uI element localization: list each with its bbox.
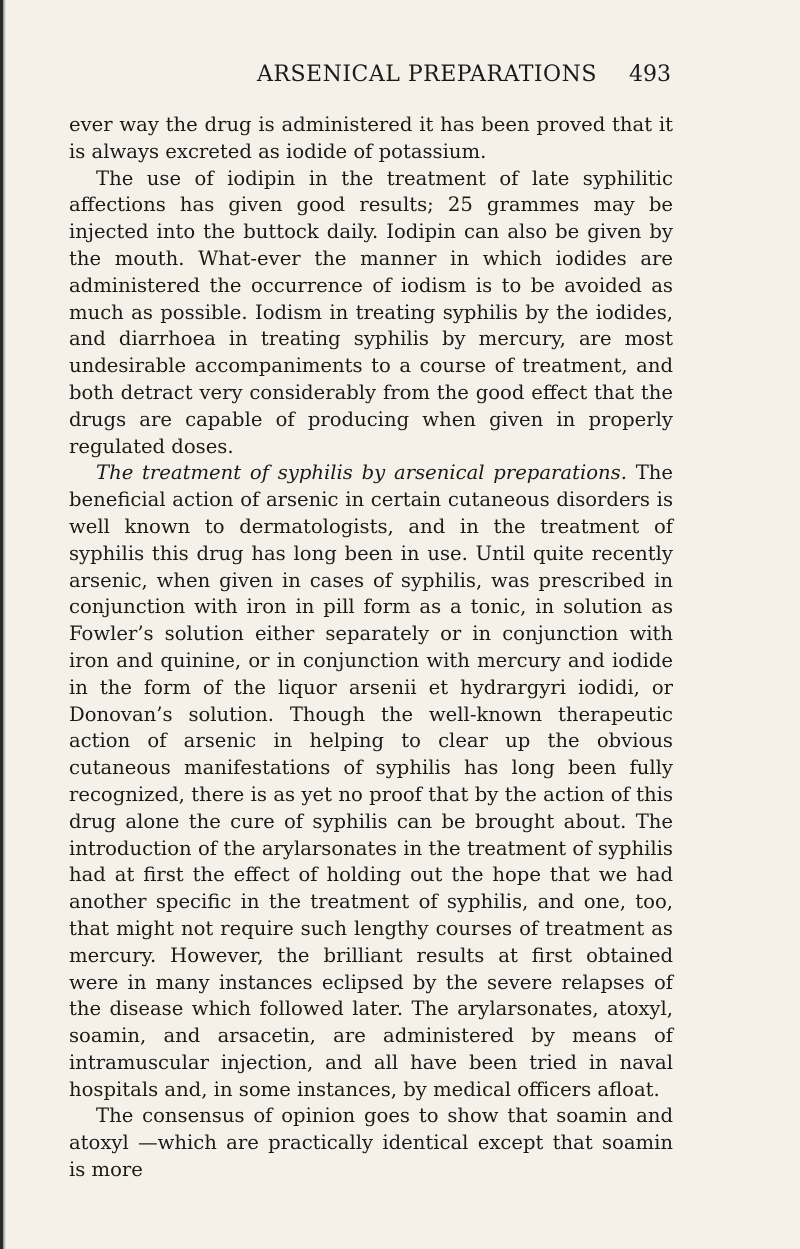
body-text bbox=[69, 112, 673, 1184]
paragraph-4: The consensus of opinion goes to show that soamin and atoxyl —which are practically identical except that soamin is more bbox=[69, 1104, 673, 1182]
paragraph-2: The use of iodipin in the treatment of late syphilitic affections has given good results; 25 grammes may be injected into the buttock daily. Iodipin can also be given by the mouth. What-ever the manner in which iodides are administered the occurrence of iodism is to be avoided as much as possible. Iodism in treating syphilis by the iodides, and diarrhoea in treating syphilis by mercury, are most undesirable accompaniments to a course of treatment, and both detract very considerably from the good effect that the drugs are capable of producing when given in properly regulated doses. bbox=[69, 166, 673, 458]
page-edge-shadow bbox=[0, 0, 6, 1249]
section-heading: The treatment of syphilis by arsenical preparations. bbox=[96, 461, 627, 485]
page-number: 493 bbox=[629, 62, 671, 87]
running-title: ARSENICAL PREPARATIONS bbox=[257, 62, 597, 87]
paragraph-3 bbox=[69, 460, 673, 1103]
paragraph-3-text: The beneficial action of arsenic in certain cutaneous disorders is well known to dermatologists, and in the treatment of syphilis this drug has long been in use. Until quite recently arsenic, when given in cases of syphilis, was prescribed in conjunction with iron in pill form as a tonic, in solution as Fowler’s solution either separately or in conjunction with iron and quinine, or in conjunction with mercury and iodide in the form of the liquor arsenii et hydrargyri iodidi, or Donovan’s solution. Though the well-known therapeutic action of arsenic in helping to clear up the obvious cutaneous manifestations of syphilis has long been fully recognized, there is as yet no proof that by the action of this drug alone the cure of syphilis can be brought about. The introduction of the arylarsonates in the treatment of syphilis had at first the effect of holding out the hope that we had another specific in the treatment of syphilis, and one, too, that might not require such lengthy courses of treatment as mercury. However, the brilliant results at first obtained were in many instances eclipsed by the severe relapses of the disease which followed later. The arylarsonates, atoxyl, soamin, and arsacetin, are administered by means of intramuscular injection, and all have been tried in naval hospitals and, in some instances, by medical officers afloat. bbox=[69, 461, 673, 1101]
page-header bbox=[0, 62, 800, 94]
paragraph-1: ever way the drug is administered it has been proved that it is always excreted as iodide of potassium. bbox=[69, 113, 673, 163]
